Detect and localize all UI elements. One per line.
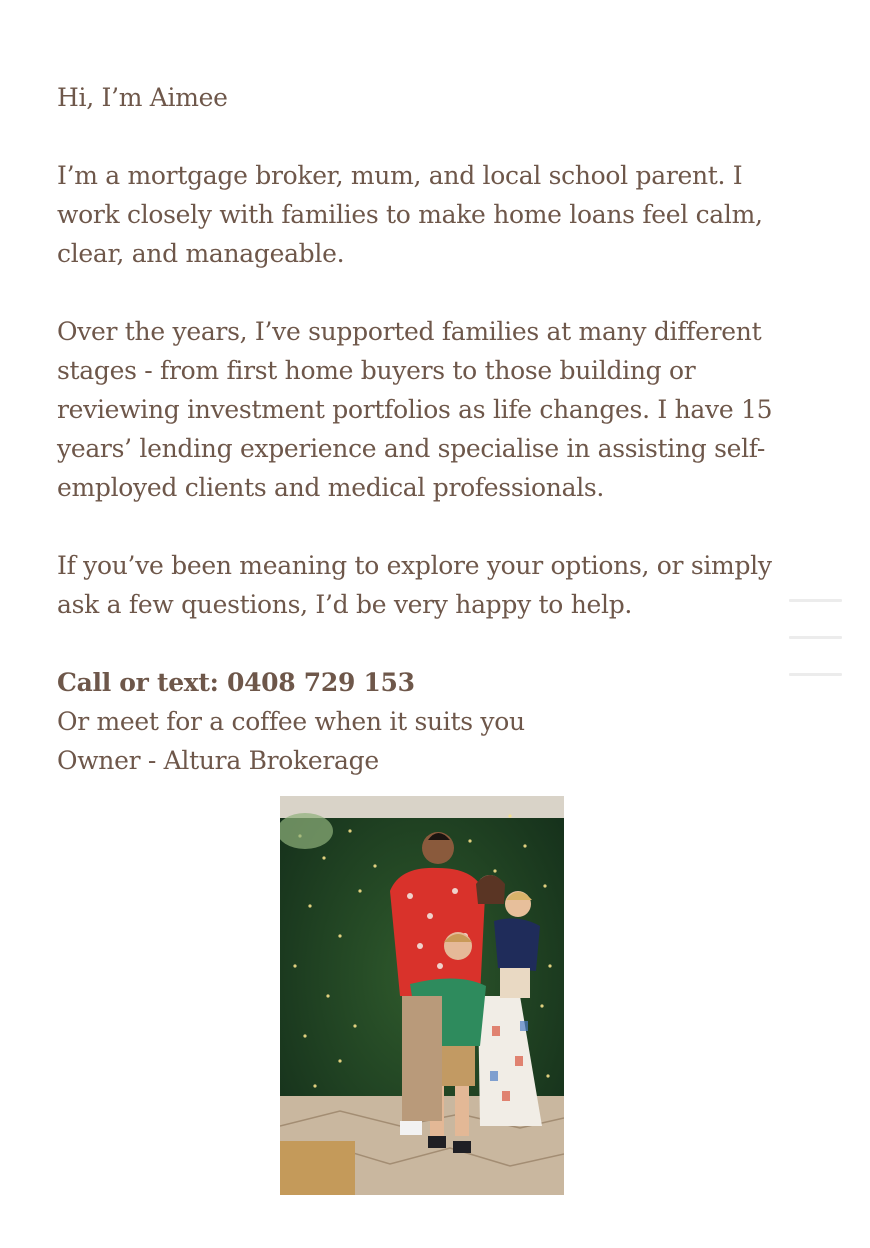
coffee-meet-line: Or meet for a coffee when it suits you xyxy=(57,707,525,736)
paragraph-line: employed clients and medical professionals. xyxy=(57,473,605,502)
intro-paragraph-3 xyxy=(57,546,797,624)
intro-paragraph-2 xyxy=(57,312,797,507)
call-or-text-line[interactable]: Call or text: 0408 729 153 xyxy=(57,668,415,697)
menu-bar xyxy=(789,636,842,639)
paragraph-line: years’ lending experience and specialise in assisting self- xyxy=(57,434,766,463)
paragraph-line: ask a few questions, I’d be very happy to help. xyxy=(57,590,633,619)
paragraph-line: Over the years, I’ve supported families at many different xyxy=(57,317,762,346)
menu-bar xyxy=(789,673,842,676)
paragraph-line: clear, and manageable. xyxy=(57,239,345,268)
intro-paragraph-1 xyxy=(57,156,797,273)
paragraph-line: If you’ve been meaning to explore your options, or simply xyxy=(57,551,772,580)
family-photo-illustration xyxy=(280,796,564,1195)
paragraph-line: reviewing investment portfolios as life changes. I have 15 xyxy=(57,395,773,424)
family-photo xyxy=(280,796,564,1195)
hamburger-menu-icon[interactable] xyxy=(789,599,842,679)
paragraph-line: work closely with families to make home loans feel calm, xyxy=(57,200,763,229)
contact-block xyxy=(57,663,797,780)
owner-line: Owner - Altura Brokerage xyxy=(57,746,379,775)
menu-bar xyxy=(789,599,842,602)
greeting-heading: Hi, I’m Aimee xyxy=(57,83,228,112)
about-section xyxy=(57,78,797,780)
paragraph-line: stages - from first home buyers to those building or xyxy=(57,356,696,385)
paragraph-line: I’m a mortgage broker, mum, and local school parent. I xyxy=(57,161,743,190)
